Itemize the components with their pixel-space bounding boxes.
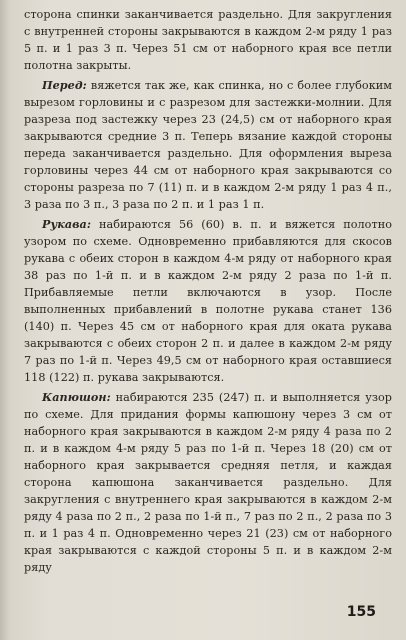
paragraph-text: набираются 235 (247) п. и выполняется узор по схеме. Для придания формы капюшону через 3 см от наборного края закрываются в каждом 2-м ряду 4 раза по 2 п. и в каждом 4-м ряду 5 раз по 1-й п. Через 18 (20) см от наборного края закрывается средняя петля, и каждая сторона капюшона заканчивается раздельно. Для закругления с внутреннего края закрываются в каждом 2-м ряду 4 раза по 2 п., 2 раза по 1-й п., 7 раз по 2 п., 2 раза по 3 п. и 1 раз 4 п. Одновременно через 21 (23) см от наборного края закрываются с каждой стороны 5 п. и в каждом 2-м ряду xyxy=(24,391,392,574)
paragraph-text: вяжется так же, как спинка, но с более глубоким вырезом горловины и с разрезом для застежки-молнии. Для разреза под застежку через 23 (24,5) см от наборного края закрываются средние 3 п. Теперь вязание каждой стороны переда заканчивается раздельно. Для оформления выреза горловины через 44 см от наборного края закрываются со стороны разреза по 7 (11) п. и в каждом 2-м ряду 1 раз 4 п., 3 раза по 3 п., 3 раза по 2 п. и 1 раз 1 п. xyxy=(24,79,392,211)
paragraph-back-finish xyxy=(24,6,392,74)
paragraph-text: сторона спинки заканчивается раздельно. Для закругления с внутренней стороны закрываются в каждом 2-м ряду 1 раз 5 п. и 1 раз 3 п. Через 51 см от наборного края все петли полотна закрыты. xyxy=(24,8,392,72)
section-heading-front: Перед: xyxy=(42,78,87,92)
paragraph-sleeves xyxy=(24,216,392,386)
body-text xyxy=(24,6,392,579)
paragraph-hood xyxy=(24,389,392,576)
binding-shadow xyxy=(0,0,10,640)
page-number: 155 xyxy=(346,604,376,620)
section-heading-hood: Капюшон: xyxy=(42,390,111,404)
paragraph-text: набираются 56 (60) в. п. и вяжется полотно узором по схеме. Одновременно прибавляются для скосов рукава с обеих сторон в каждом 4-м ряду от наборного края 38 раз по 1-й п. и в каждом 2-м ряду 2 раза по 1-й п. Прибавляемые петли включаются в узор. После выполненных прибавлений в полотне рукава станет 136 (140) п. Через 45 см от наборного края для оката рукава закрываются с обеих сторон 2 п. и далее в каждом 2-м ряду 7 раз по 1-й п. Через 49,5 см от наборного края оставшиеся 118 (122) п. рукава закрываются. xyxy=(24,218,392,384)
paragraph-front xyxy=(24,77,392,213)
section-heading-sleeves: Рукава: xyxy=(42,217,92,231)
